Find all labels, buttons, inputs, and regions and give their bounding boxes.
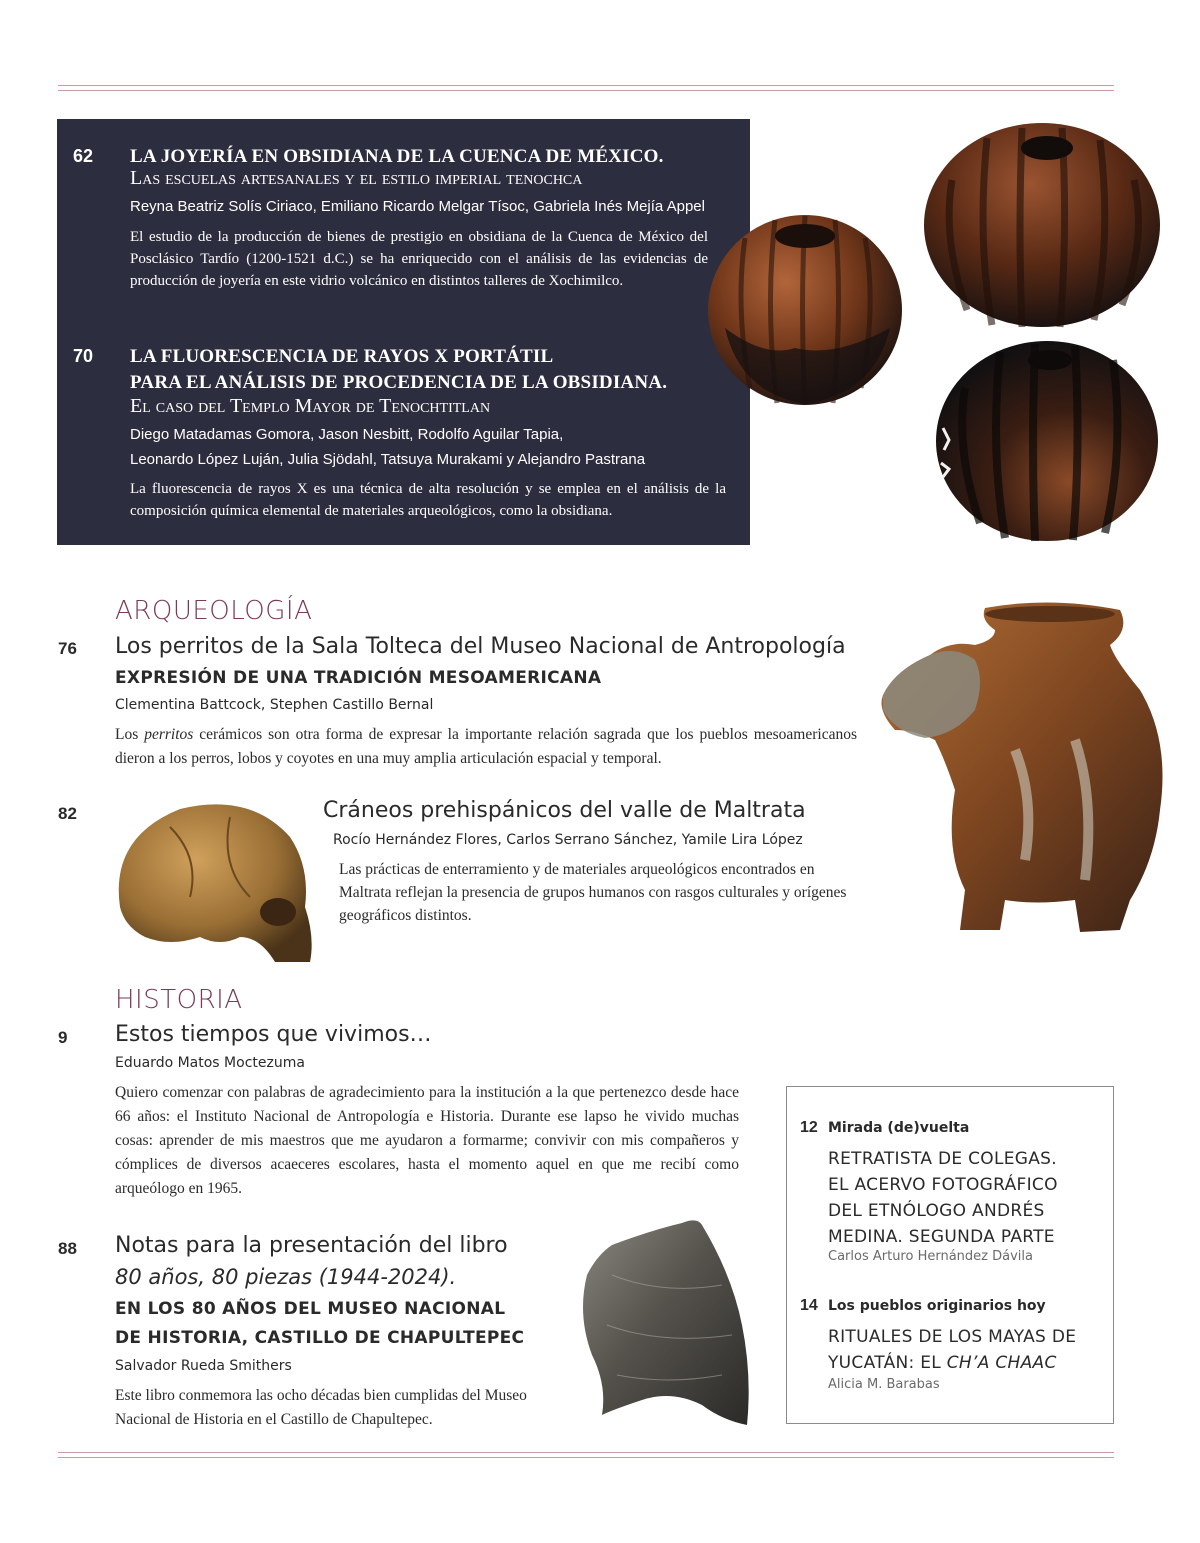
article-70-authors-line2: Leonardo López Luján, Julia Sjödahl, Tatsuya Murakami y Alejandro Pastrana [130,451,646,468]
article-88-summary: Este libro conmemora las ocho décadas bien cumplidas del Museo Nacional de Historia en el Castillo de Chapultepec. [115,1387,527,1428]
sidebar-item-12-authors: Carlos Arturo Hernández Dávila [828,1249,1033,1264]
article-9-page-number: 9 [58,1028,68,1047]
obsidian-bead-image-top-right [922,120,1162,330]
sidebar-item-12-page-number: 12 [800,1119,818,1136]
article-88-page-number: 88 [58,1239,77,1258]
obsidian-bead-image-bottom-right [935,338,1160,543]
article-70-title-line1[interactable]: LA FLUORESCENCIA DE RAYOS X PORTÁTIL [130,346,554,367]
article-76-page-number: 76 [58,639,77,658]
article-88-authors: Salvador Rueda Smithers [115,1358,292,1374]
summary-emphasis: perritos [144,726,194,743]
sidebar-item-14-page-number: 14 [800,1297,818,1314]
sidebar-item-12-section: Mirada (de)vuelta [828,1120,970,1136]
sidebar-item-14-section: Los pueblos originarios hoy [828,1298,1046,1314]
article-70-summary: La fluorescencia de rayos X es una técnica de alta resolución y se emplea en el análisis de la composición química elemental de materiales arqueológicos, como la obsidiana. [130,481,726,519]
summary-text: Los [115,726,145,743]
article-70-title-line2[interactable]: PARA EL ANÁLISIS DE PROCEDENCIA DE LA OBSIDIANA. [130,372,668,393]
sidebar-item-12-title[interactable]: RETRATISTA DE COLEGAS. EL ACERVO FOTOGRÁFICO DEL ETNÓLOGO ANDRÉS MEDINA. SEGUNDA PARTE [828,1149,1058,1247]
article-9-title[interactable]: Estos tiempos que vivimos… [115,1022,432,1047]
bottom-rule [58,1452,1114,1458]
section-heading-historia: HISTORIA [115,985,243,1015]
article-62-authors: Reyna Beatriz Solís Ciriaco, Emiliano Ricardo Melgar Tísoc, Gabriela Inés Mejía Appel [130,198,705,215]
article-62-title[interactable]: LA JOYERÍA EN OBSIDIANA DE LA CUENCA DE MÉXICO. [130,146,664,167]
sidebar-item-14-title[interactable] [828,1324,1090,1376]
article-82-authors: Rocío Hernández Flores, Carlos Serrano Sánchez, Yamile Lira López [333,832,803,848]
article-70-page-number: 70 [73,346,94,366]
article-82-page-number: 82 [58,804,77,823]
article-88-subtitle-line1: EN LOS 80 AÑOS DEL MUSEO NACIONAL [115,1299,506,1319]
article-76-summary [115,723,857,771]
article-82-summary: Las prácticas de enterramiento y de materiales arqueológicos encontrados en Maltrata reflejan la presencia de grupos humanos con rasgos culturales y orígenes geográficos distintos. [339,861,847,924]
dog-vessel-image [875,600,1180,940]
sidebar-title-text: RITUALES DE LOS MAYAS DE YUCATÁN: EL [828,1327,1077,1373]
armor-image [572,1215,757,1433]
article-62-page-number: 62 [73,146,94,166]
section-heading-arqueologia: ARQUEOLOGÍA [115,596,313,626]
article-76-title[interactable]: Los perritos de la Sala Tolteca del Museo Nacional de Antropología [115,634,846,659]
article-82-title[interactable]: Cráneos prehispánicos del valle de Maltrata [323,798,806,823]
article-88-title[interactable]: Notas para la presentación del libro [115,1233,508,1258]
article-62-summary: El estudio de la producción de bienes de prestigio en obsidiana de la Cuenca de México del Posclásico Tardío (1200-1521 d.C.) se ha enriquecido con el análisis de las evidencias de producción de joyería en este vidrio volcánico en distintos talleres de Xochimilco. [130,229,708,289]
sidebar-item-14-authors: Alicia M. Barabas [828,1377,940,1392]
sidebar-title-emphasis: CH’A CHAAC [946,1353,1057,1373]
article-88-book-title: 80 años, 80 piezas (1944-2024). [115,1265,457,1289]
article-70-subtitle: El caso del Templo Mayor de Tenochtitlan [130,395,491,417]
top-rule [58,85,1114,91]
obsidian-bead-image-left [705,208,905,408]
article-70-authors-line1: Diego Matadamas Gomora, Jason Nesbitt, Rodolfo Aguilar Tapia, [130,426,564,443]
article-62-subtitle: Las escuelas artesanales y el estilo imperial tenochca [130,167,583,189]
article-76-authors: Clementina Battcock, Stephen Castillo Bernal [115,697,434,713]
article-9-summary: Quiero comenzar con palabras de agradecimiento para la institución a la que pertenezco desde hace 66 años: el Instituto Nacional de Antropología e Historia. Durante ese lapso he vivido muchas cosas: aprender de mis maestros que me ayudaron a formarme; convivir con mis compañeros y cómplices de diversos acaeceres escolares, hasta el momento aquel en que me recibí como arqueólogo en 1965. [115,1084,739,1197]
skull-image [110,797,320,965]
article-88-subtitle-line2: DE HISTORIA, CASTILLO DE CHAPULTEPEC [115,1328,525,1348]
article-9-authors: Eduardo Matos Moctezuma [115,1055,305,1071]
article-76-subtitle: EXPRESIÓN DE UNA TRADICIÓN MESOAMERICANA [115,668,602,688]
summary-text: cerámicos son otra forma de expresar la importante relación sagrada que los pueblos mesoamericanos dieron a los perros, lobos y coyotes en una muy amplia articulación espacial y temporal. [115,726,857,767]
